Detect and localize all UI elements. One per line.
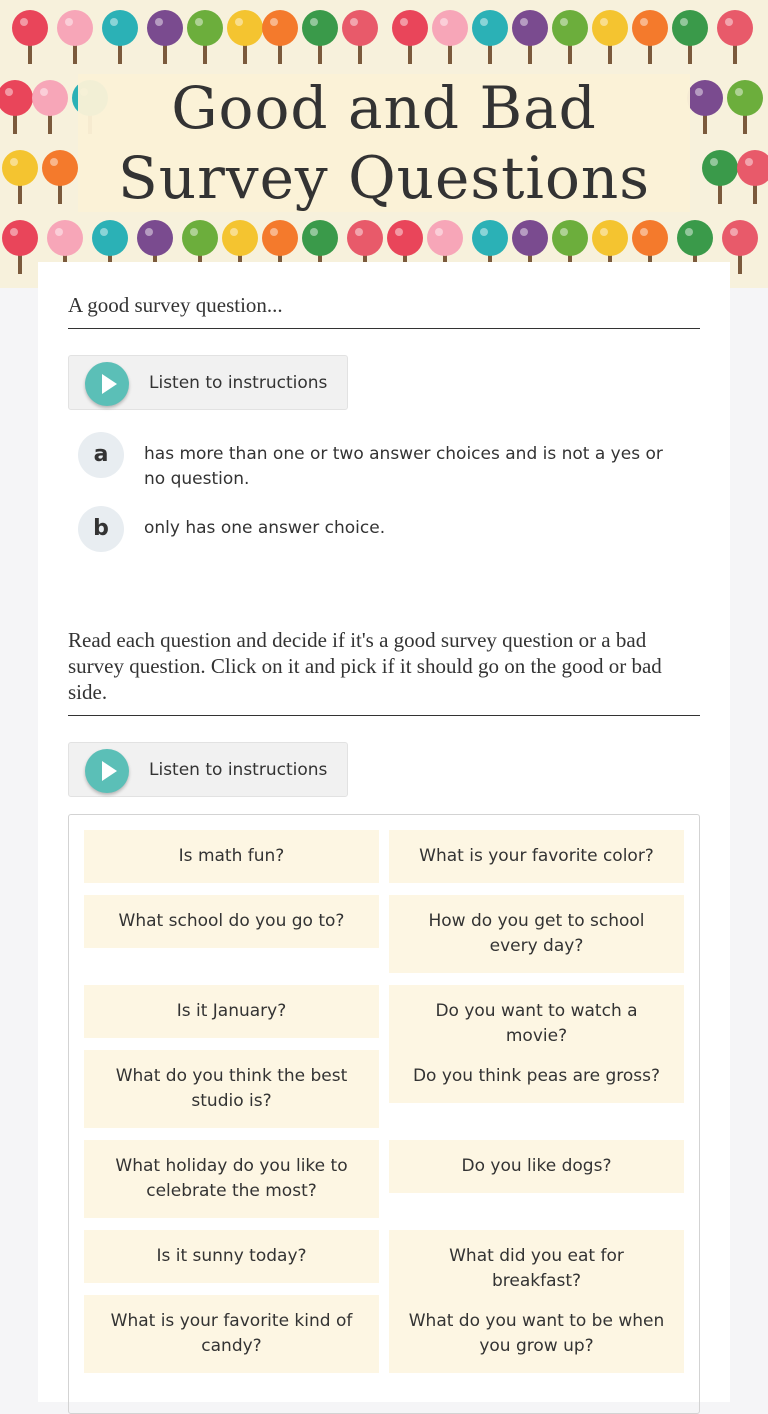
option-letter-badge: a <box>78 432 124 478</box>
tree-highlight <box>40 88 48 96</box>
tree-crown <box>92 220 128 256</box>
tree-highlight <box>235 18 243 26</box>
tree-crown <box>12 10 48 46</box>
tree-crown <box>427 220 463 256</box>
tree-highlight <box>435 228 443 236</box>
tree-crown <box>187 10 223 46</box>
tree-highlight <box>20 18 28 26</box>
tree-crown <box>392 10 428 46</box>
tree-highlight <box>735 88 743 96</box>
tree-highlight <box>395 228 403 236</box>
tree-highlight <box>310 18 318 26</box>
sort-item[interactable]: Do you want to watch a movie? <box>389 985 684 1063</box>
listen-label: Listen to instructions <box>149 373 328 393</box>
title-box <box>78 74 690 212</box>
tree-crown <box>342 10 378 46</box>
answer-option-b[interactable] <box>78 506 678 556</box>
tree-crown <box>512 220 548 256</box>
tree-crown <box>47 220 83 256</box>
sort-item[interactable]: What do you think the best studio is? <box>84 1050 379 1128</box>
tree-crown <box>147 10 183 46</box>
tree-crown <box>262 10 298 46</box>
tree-highlight <box>110 18 118 26</box>
tree-crown <box>137 220 173 256</box>
sort-item[interactable]: What is your favorite color? <box>389 830 684 883</box>
tree-crown <box>222 220 258 256</box>
tree-highlight <box>745 158 753 166</box>
tree-highlight <box>65 18 73 26</box>
sort-item[interactable]: What did you eat for breakfast? <box>389 1230 684 1308</box>
tree-crown <box>552 10 588 46</box>
tree-highlight <box>195 18 203 26</box>
tree-crown <box>432 10 468 46</box>
tree-crown <box>687 80 723 116</box>
tree-highlight <box>730 228 738 236</box>
tree-crown <box>512 10 548 46</box>
sort-item[interactable]: Do you like dogs? <box>389 1140 684 1193</box>
play-icon[interactable] <box>85 362 129 406</box>
tree-crown <box>472 220 508 256</box>
tree-crown <box>672 10 708 46</box>
tree-crown <box>2 220 38 256</box>
tree-crown <box>677 220 713 256</box>
tree-crown <box>57 10 93 46</box>
tree-highlight <box>560 228 568 236</box>
tree-crown <box>592 220 628 256</box>
tree-crown <box>102 10 138 46</box>
worksheet-card <box>38 262 730 1402</box>
tree-crown <box>182 220 218 256</box>
sort-item[interactable]: Is it January? <box>84 985 379 1038</box>
sort-item[interactable]: What holiday do you like to celebrate the most? <box>84 1140 379 1218</box>
sortable-items-container <box>68 814 700 1414</box>
tree-highlight <box>725 18 733 26</box>
listen-button-2[interactable] <box>68 742 348 797</box>
sort-item[interactable]: What school do you go to? <box>84 895 379 948</box>
tree-highlight <box>350 18 358 26</box>
tree-highlight <box>50 158 58 166</box>
tree-crown <box>0 80 33 116</box>
tree-highlight <box>270 18 278 26</box>
tree-highlight <box>600 18 608 26</box>
tree-highlight <box>520 228 528 236</box>
tree-highlight <box>640 18 648 26</box>
tree-highlight <box>100 228 108 236</box>
tree-highlight <box>710 158 718 166</box>
tree-highlight <box>355 228 363 236</box>
sort-item[interactable]: What do you want to be when you grow up? <box>389 1295 684 1373</box>
tree-highlight <box>685 228 693 236</box>
tree-crown <box>227 10 263 46</box>
tree-highlight <box>480 18 488 26</box>
tree-highlight <box>270 228 278 236</box>
tree-crown <box>702 150 738 186</box>
option-letter-badge: b <box>78 506 124 552</box>
tree-highlight <box>5 88 13 96</box>
tree-highlight <box>480 228 488 236</box>
tree-crown <box>632 10 668 46</box>
tree-highlight <box>230 228 238 236</box>
tree-highlight <box>440 18 448 26</box>
tree-highlight <box>10 228 18 236</box>
tree-highlight <box>400 18 408 26</box>
tree-crown <box>32 80 68 116</box>
sort-item[interactable]: Is math fun? <box>84 830 379 883</box>
tree-crown <box>42 150 78 186</box>
tree-crown <box>2 150 38 186</box>
tree-highlight <box>600 228 608 236</box>
tree-crown <box>347 220 383 256</box>
tree-highlight <box>55 228 63 236</box>
tree-highlight <box>560 18 568 26</box>
tree-highlight <box>155 18 163 26</box>
header-banner <box>0 0 768 288</box>
tree-crown <box>472 10 508 46</box>
option-text: has more than one or two answer choices and is not a yes or no question. <box>144 444 663 489</box>
tree-crown <box>302 10 338 46</box>
sort-item[interactable]: Is it sunny today? <box>84 1230 379 1283</box>
tree-highlight <box>145 228 153 236</box>
tree-crown <box>302 220 338 256</box>
tree-highlight <box>640 228 648 236</box>
answer-option-a[interactable] <box>78 432 678 492</box>
tree-crown <box>717 10 753 46</box>
option-text: only has one answer choice. <box>144 518 386 538</box>
play-icon[interactable] <box>85 749 129 793</box>
sort-item[interactable]: What is your favorite kind of candy? <box>84 1295 379 1373</box>
tree-highlight <box>695 88 703 96</box>
tree-crown <box>592 10 628 46</box>
sort-item[interactable]: Do you think peas are gross? <box>389 1050 684 1103</box>
listen-button-1[interactable] <box>68 355 348 410</box>
tree-crown <box>632 220 668 256</box>
page-title: Good and Bad Survey Questions <box>118 74 650 212</box>
listen-label: Listen to instructions <box>149 760 328 780</box>
sort-item[interactable]: How do you get to school every day? <box>389 895 684 973</box>
tree-crown <box>387 220 423 256</box>
question-1-heading: A good survey question... <box>68 292 700 329</box>
tree-crown <box>737 150 768 186</box>
tree-crown <box>262 220 298 256</box>
tree-highlight <box>680 18 688 26</box>
tree-crown <box>722 220 758 256</box>
tree-crown <box>727 80 763 116</box>
tree-highlight <box>190 228 198 236</box>
tree-highlight <box>310 228 318 236</box>
tree-crown <box>552 220 588 256</box>
question-2-heading: Read each question and decide if it's a good survey question or a bad survey question. Click on it and pick if it should go on the good or bad side. <box>68 627 700 716</box>
tree-highlight <box>10 158 18 166</box>
tree-highlight <box>520 18 528 26</box>
